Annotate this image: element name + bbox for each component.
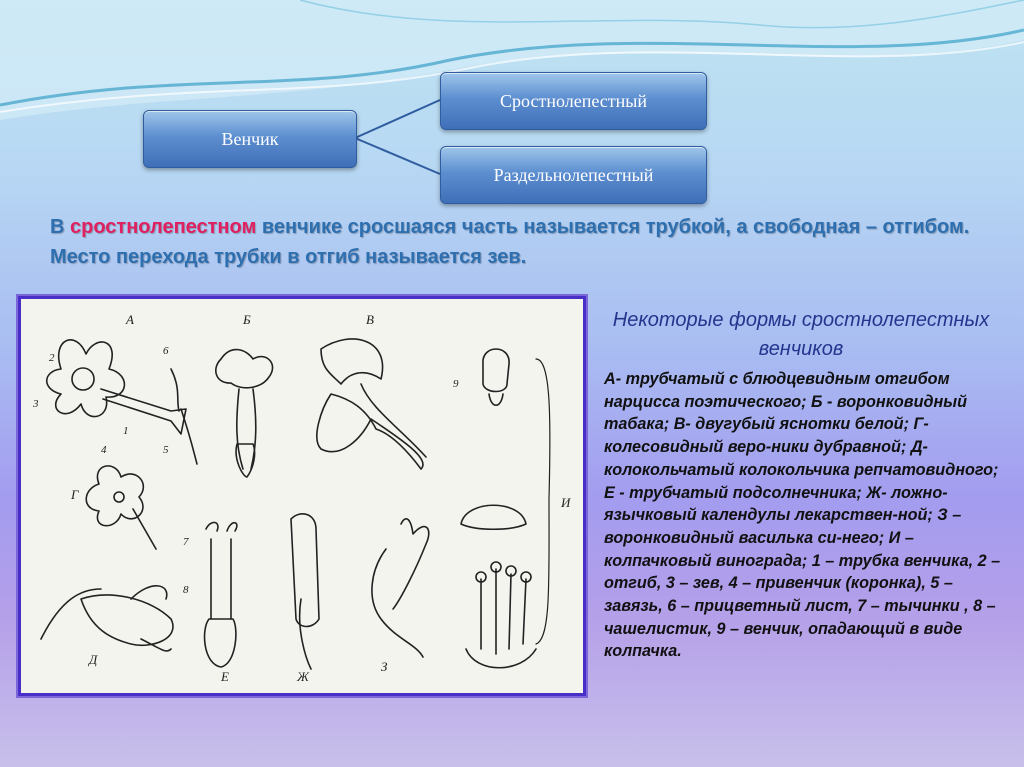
- flower-illustration: [18, 296, 586, 696]
- branch-label-sympetalous: Сростнолепестный: [500, 90, 647, 111]
- figure-letter-i: И: [561, 495, 571, 510]
- flower-drawings: [21, 299, 583, 693]
- figure-letter-a: А: [126, 312, 134, 327]
- intro-highlight: сростнолепестном: [70, 216, 257, 238]
- figure-number-5: 5: [163, 444, 169, 456]
- forms-title: Некоторые формы сростнолепестных венчиков: [612, 309, 990, 360]
- figure-letter-g: Г: [71, 487, 79, 502]
- forms-description: А- трубчатый с блюдцевидным отгибом нарцисса поэтического; Б - воронковидный табака; В- двугубый яснотки белой; Г- колесовидный веро-ники дубравной; Д- колокольчатый колокольчика репчатовидного; Е - трубчатый подсолнечника; Ж- ложно-язычковый календулы лекарствен-ной; З – воронковидный василька си-него; И – колпачковый винограда; 1 – трубка венчика, 2 – отгиб, 3 – зев, 4 – привенчик (коронка), 5 – завязь, 6 – прицветный лист, 7 – тычинки , 8 – чашелистик, 9 – венчик, опадающий в виде колпачка.: [604, 370, 1001, 661]
- figure-letter-v: В: [366, 312, 374, 327]
- figure-number-1: 1: [123, 425, 129, 437]
- figure-number-6: 6: [163, 345, 169, 357]
- intro-part1: В: [50, 216, 70, 238]
- branch-label-choripetalous: Раздельнолепестный: [493, 164, 654, 185]
- figure-letter-d: Д: [89, 652, 98, 667]
- figure-number-2: 2: [49, 352, 55, 364]
- figure-number-3: 3: [33, 398, 39, 410]
- intro-part2: венчике сросшаяся часть называется трубкой, а свободная – отгибом. Место перехода трубки в отгиб называется зев.: [50, 216, 970, 268]
- diagram-root-box: [143, 110, 357, 168]
- figure-number-7: 7: [183, 536, 189, 548]
- figure-number-4: 4: [101, 444, 107, 456]
- diagram-branch-sympetalous: [440, 72, 707, 130]
- figure-number-8: 8: [183, 584, 189, 596]
- figure-letter-z: З: [381, 659, 388, 674]
- intro-text: [50, 212, 980, 272]
- figure-letter-b: Б: [243, 312, 251, 327]
- figure-letter-e: Е: [221, 669, 229, 684]
- diagram-root-label: Венчик: [221, 128, 279, 149]
- figure-letter-zh: Ж: [297, 669, 309, 684]
- diagram-branch-choripetalous: [440, 146, 707, 204]
- figure-number-9: 9: [453, 378, 459, 390]
